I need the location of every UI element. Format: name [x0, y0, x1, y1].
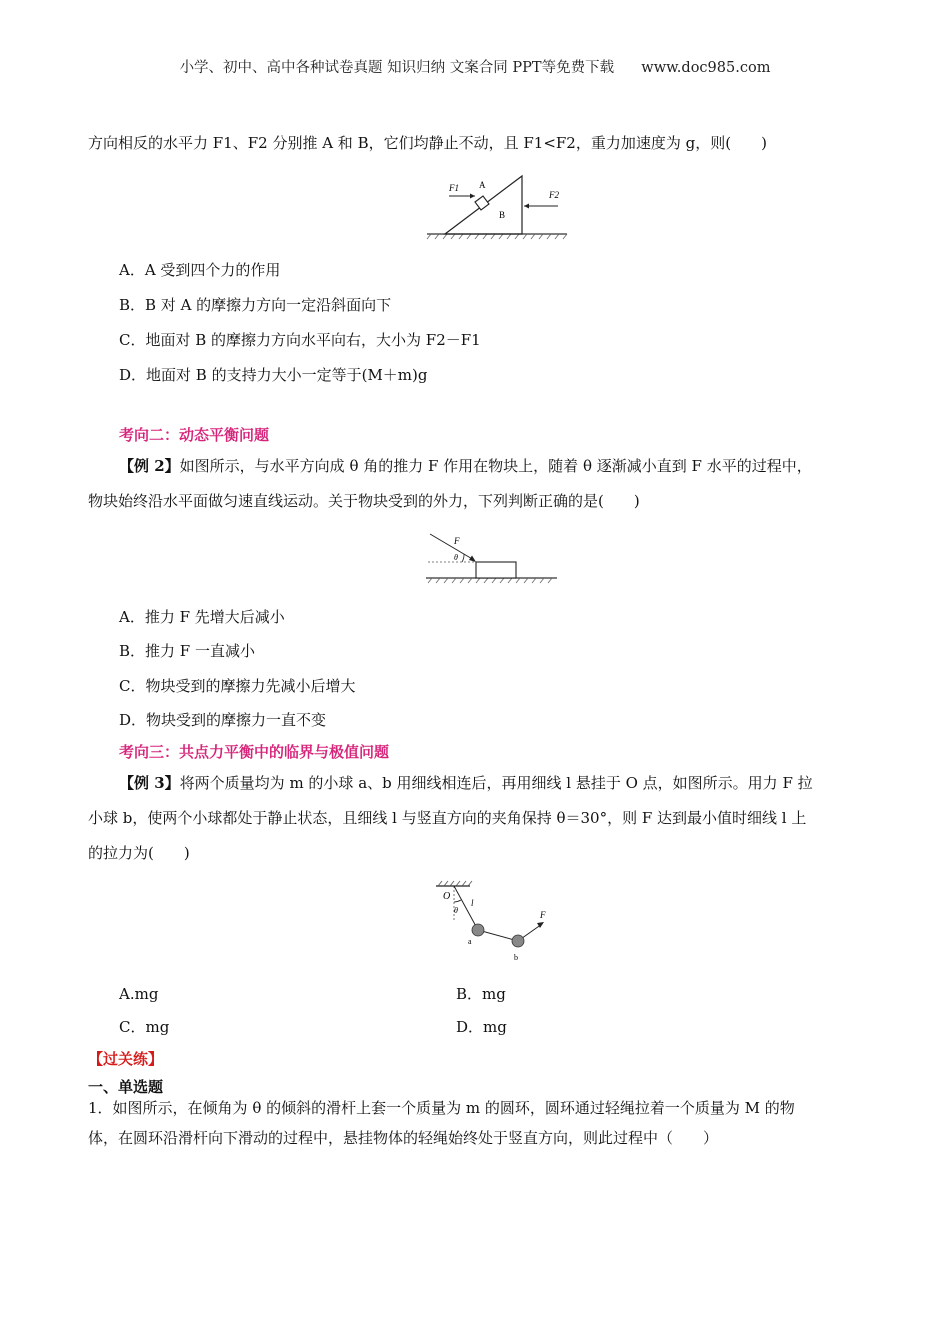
label-f1: F1 [449, 183, 459, 193]
label-a: A [479, 180, 486, 190]
section3-stem-line1 [119, 773, 813, 793]
example3-tag: 【例 3】 [119, 774, 180, 792]
label-l: l [471, 898, 474, 908]
section2-stem-line1 [119, 456, 812, 476]
label-o: O [443, 891, 451, 902]
header-url[interactable]: www.doc985.com [641, 60, 771, 76]
section3-stem-line2: 小球 b，使两个小球都处于静止状态，且细线 l 与竖直方向的夹角保持 θ＝30°，则 F 达到最小值时细线 l 上 [88, 809, 807, 827]
q1-option-c[interactable]: C．地面对 B 的摩擦力方向水平向右，大小为 F2－F1 [119, 331, 481, 349]
example2-text-1: 如图所示，与水平方向成 θ 角的推力 F 作用在物块上，随着 θ 逐渐减小直到 F 水平的过程中， [179, 457, 812, 475]
block-a [475, 196, 489, 210]
q1-option-b[interactable]: B．B 对 A 的摩擦力方向一定沿斜面向下 [119, 296, 392, 314]
header-text: 小学、初中、高中各种试卷真题 知识归纳 文案合同 PPT等免费下载 [179, 60, 615, 76]
label-f2: F2 [549, 190, 559, 200]
section3-title: 考向三：共点力平衡中的临界与极值问题 [119, 743, 390, 761]
q1-option-d[interactable]: D．地面对 B 的支持力大小一定等于(M＋m)g [119, 366, 428, 384]
example3-text-1: 将两个质量均为 m 的小球 a、b 用细线相连后，再用细线 l 悬挂于 O 点，如图所示。用力 F 拉 [179, 774, 813, 792]
practice-subtitle: 一、单选题 [88, 1078, 164, 1096]
example2-tag: 【例 2】 [119, 457, 180, 475]
label-b: B [499, 210, 506, 220]
example3-option-c[interactable]: C．mg [119, 1018, 170, 1036]
ball-b [512, 935, 524, 947]
label-ball-a: a [468, 937, 472, 946]
example3-option-d[interactable]: D．mg [456, 1018, 507, 1036]
q1-figure [425, 172, 570, 242]
label-theta3: θ [454, 906, 458, 915]
q1-option-a[interactable]: A．A 受到四个力的作用 [119, 261, 281, 279]
example2-option-b[interactable]: B．推力 F 一直减小 [119, 642, 255, 660]
practice-title: 【过关练】 [88, 1050, 164, 1068]
label-theta: θ [454, 553, 458, 562]
practice-q1-line1: 1．如图所示，在倾角为 θ 的倾斜的滑杆上套一个质量为 m 的圆环，圆环通过轻绳拉着一个质量为 M 的物 [88, 1099, 795, 1117]
example2-option-c[interactable]: C．物块受到的摩擦力先减小后增大 [119, 677, 356, 695]
example3-option-b[interactable]: B．mg [456, 985, 506, 1003]
section2-stem-line2: 物块始终沿水平面做匀速直线运动。关于物块受到的外力，下列判断正确的是( ) [88, 492, 640, 510]
block [476, 562, 516, 578]
ball-a [472, 924, 484, 936]
section2-title: 考向二：动态平衡问题 [119, 426, 270, 444]
label-ball-b: b [514, 953, 518, 962]
label-f: F [454, 536, 460, 546]
example3-figure [430, 880, 555, 965]
practice-q1-line2: 体，在圆环沿滑杆向下滑动的过程中，悬挂物体的轻绳始终处于竖直方向，则此过程中（ ） [88, 1129, 719, 1147]
page-header [0, 56, 950, 77]
example2-figure [424, 530, 559, 586]
example3-option-a[interactable]: A.mg [119, 985, 159, 1003]
label-f3: F [540, 910, 546, 920]
example2-option-d[interactable]: D．物块受到的摩擦力一直不变 [119, 711, 327, 729]
q1-stem: 方向相反的水平力 F1、F2 分别推 A 和 B，它们均静止不动，且 F1<F2，重力加速度为 g，则( ) [88, 134, 767, 152]
section3-stem-line3: 的拉力为( ) [88, 844, 190, 862]
example2-option-a[interactable]: A．推力 F 先增大后减小 [119, 608, 285, 626]
